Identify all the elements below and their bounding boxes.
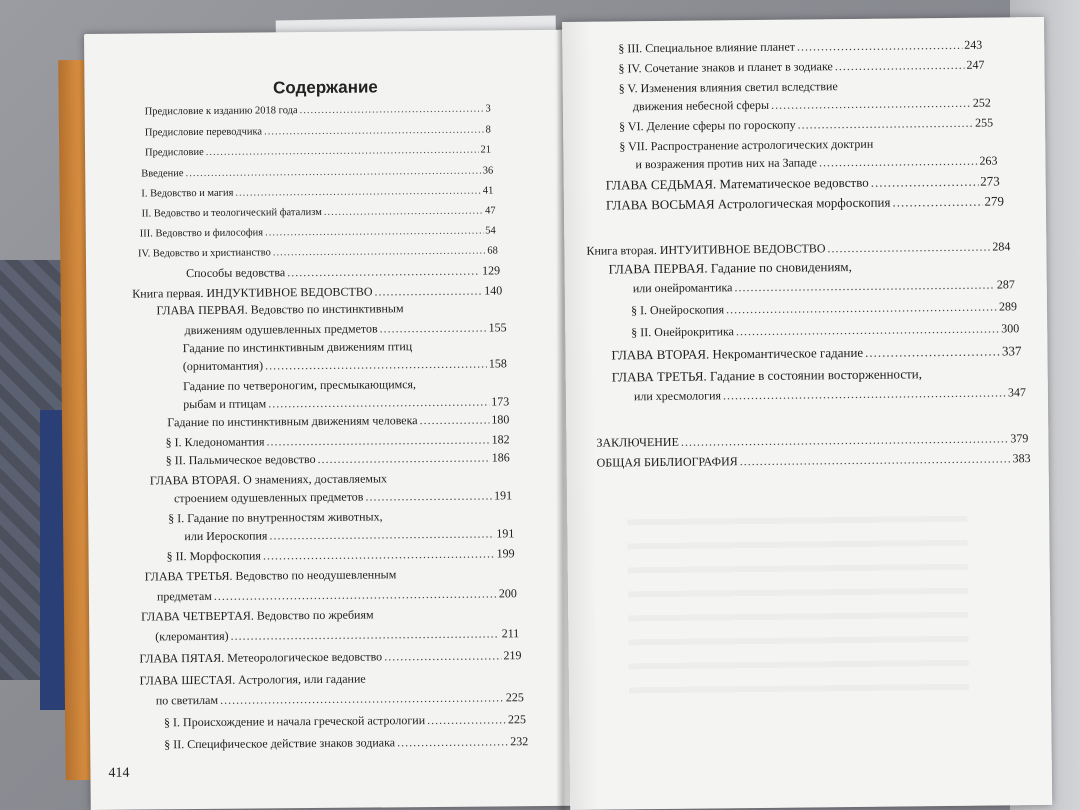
toc-entry[interactable]: § VI. Деление сферы по гороскопу ..... 255 [619, 115, 993, 134]
toc-line: Гадание по инстинктивным движениям птиц [182, 339, 413, 356]
toc-line: § I. Гадание по внутренностям животных, [168, 509, 383, 526]
bleed-through-text [627, 498, 969, 702]
toc-entry[interactable]: ОБЩАЯ БИБЛИОГРАФИЯ ..... 383 [597, 451, 1031, 471]
toc-line: ГЛАВА ПЕРВАЯ. Гадание по сновидениям, [608, 258, 852, 277]
toc-line: ГЛАВА ПЕРВАЯ. Ведовство по инстинктивным [156, 301, 404, 318]
toc-entry[interactable]: строением одушевленных предметов ..... 191 [174, 488, 512, 506]
toc-entry[interactable]: ГЛАВА СЕДЬМАЯ. Математическое ведовство ..... 273 [606, 173, 1000, 193]
toc-entry[interactable]: Предисловие переводчика ..... 8 [145, 124, 491, 138]
toc-entry[interactable]: § I. Кледономантия ..... 182 [166, 432, 510, 450]
toc-entry[interactable]: или хресмология ..... 347 [634, 385, 1026, 404]
toc-entry[interactable]: рыбам и птицам ..... 173 [183, 394, 509, 412]
toc-entry[interactable]: ЗАКЛЮЧЕНИЕ ..... 379 [596, 431, 1028, 451]
toc-entry[interactable]: § IV. Сочетание знаков и планет в зодиаке ..... 247 [618, 58, 984, 77]
toc-entry[interactable]: III. Ведовство и философия ..... 54 [140, 225, 496, 239]
page-title: Содержание [273, 77, 378, 98]
toc-entry[interactable]: § II. Пальмическое ведовство ..... 186 [166, 450, 510, 468]
toc-line: ГЛАВА ШЕСТАЯ. Астрология, или гадание [139, 671, 366, 688]
toc-line: § V. Изменения влияния светил вследствие [618, 79, 838, 96]
page-number: 414 [108, 765, 130, 781]
toc-entry[interactable]: или Иероскопия ..... 191 [184, 526, 514, 544]
toc-entry[interactable]: движения небесной сферы ..... 252 [633, 96, 991, 115]
toc-line: Гадание по четвероногим, пресмыкающимся, [183, 377, 417, 394]
left-page [84, 30, 573, 810]
toc-entry[interactable]: (клеромантия) ..... 211 [155, 626, 519, 644]
toc-entry[interactable]: и возражения против них на Западе ..... 263 [635, 153, 997, 172]
toc-entry[interactable]: ГЛАВА ВТОРАЯ. Некромантическое гадание ..... 337 [611, 343, 1021, 363]
toc-entry[interactable]: II. Ведовство и теологический фатализм ..... 47 [142, 205, 496, 219]
toc-entry[interactable]: по светилам ..... 225 [156, 690, 524, 708]
toc-line: § VII. Распространение астрологических доктрин [619, 136, 874, 154]
toc-entry[interactable]: Книга вторая. ИНТУИТИВНОЕ ВЕДОВСТВО ..... 284 [586, 239, 1010, 258]
toc-entry[interactable]: ГЛАВА ПЯТАЯ. Метеорологическое ведовство ..... 219 [139, 648, 521, 666]
toc-entry[interactable]: § II. Морфоскопия ..... 199 [166, 546, 514, 564]
toc-entry[interactable]: ГЛАВА ВОСЬМАЯ Астрологическая морфоскопия ..... 279 [606, 193, 1004, 213]
toc-line: ГЛАВА ТРЕТЬЯ. Гадание в состоянии восторженности, [611, 366, 923, 385]
toc-entry[interactable]: движениям одушевленных предметов ..... 155 [185, 320, 507, 338]
toc-entry[interactable]: § III. Специальное влияние планет ..... 243 [618, 38, 982, 57]
toc-entry[interactable]: Введение ..... 36 [141, 165, 493, 179]
toc-line: ГЛАВА ТРЕТЬЯ. Ведовство по неодушевленным [144, 567, 397, 584]
toc-entry[interactable]: предметам ..... 200 [157, 586, 517, 604]
toc-entry[interactable]: Предисловие к изданию 2018 года ..... 3 [145, 103, 491, 117]
toc-entry[interactable]: I. Ведовство и магия ..... 41 [141, 185, 493, 199]
toc-entry[interactable]: Гадание по инстинктивным движениям человека ..... 180 [167, 412, 509, 430]
toc-entry[interactable]: (орнитомантия) ..... 158 [183, 356, 507, 374]
toc-entry[interactable]: или онейромантика ..... 287 [633, 277, 1015, 296]
toc-entry[interactable]: § I. Происхождение и начала греческой астрологии ..... 225 [164, 712, 526, 730]
toc-entry[interactable]: § II. Онейрокритика ..... 300 [631, 321, 1019, 340]
toc-entry[interactable]: Способы ведовства ..... 129 [186, 263, 500, 281]
toc-line: ГЛАВА ЧЕТВЕРТАЯ. Ведовство по жребиям [141, 607, 374, 624]
toc-entry[interactable]: IV. Ведовство и христианство ..... 68 [138, 245, 498, 259]
toc-entry[interactable]: Книга первая. ИНДУКТИВНОЕ ВЕДОВСТВО ..... 140 [132, 283, 502, 301]
toc-entry[interactable]: Предисловие ..... 21 [145, 144, 491, 158]
toc-entry[interactable]: § II. Специфическое действие знаков зодиака ..... 232 [164, 734, 528, 752]
right-page [562, 17, 1052, 810]
toc-entry[interactable]: § I. Онейроскопия ..... 289 [631, 299, 1017, 318]
toc-line: ГЛАВА ВТОРАЯ. О знамениях, доставляемых [149, 471, 388, 488]
